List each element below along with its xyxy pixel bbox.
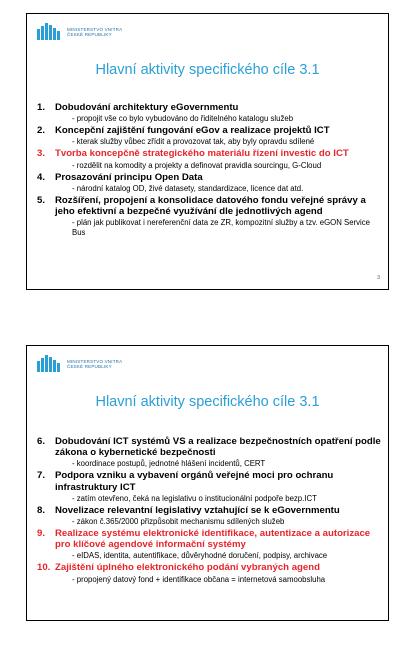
list-item bbox=[37, 148, 382, 170]
item-heading: Podpora vzniku a vybavení orgánů veřejné moci pro ochranu infrastruktury ICT bbox=[55, 470, 334, 493]
item-number: 8. bbox=[37, 504, 46, 516]
item-detail: - propojit vše co bylo vybudováno do řiditelného katalogu služeb bbox=[72, 114, 294, 124]
item-number: 6. bbox=[37, 436, 46, 447]
ministry-logo-icon bbox=[37, 355, 61, 372]
slide-title: Hlavní aktivity specifického cíle 3.1 bbox=[95, 62, 320, 78]
list-item bbox=[37, 562, 382, 584]
logo-line-2: ČESKÉ REPUBLIKY bbox=[67, 31, 112, 37]
ministry-logo bbox=[37, 23, 122, 40]
item-detail: - propojený datový fond + identifikace občana = internetová samoobsluha bbox=[72, 574, 326, 584]
item-heading: Dobudování ICT systémů VS a realizace bezpečnostních opatření podle zákona o kybernetické bezpečnosti bbox=[55, 436, 381, 459]
slide-1 bbox=[26, 13, 389, 290]
item-number: 9. bbox=[37, 528, 46, 540]
item-heading: Tvorba koncepčně strategického materiálu řízení investic do ICT bbox=[55, 148, 349, 160]
item-number: 5. bbox=[37, 194, 46, 206]
list-item bbox=[37, 470, 382, 503]
item-detail: - zatím otevřeno, čeká na legislativu o institucionální podpoře bezp.ICT bbox=[72, 493, 317, 503]
item-detail: - národní katalog OD, živé datasety, standardizace, licence dat atd. bbox=[72, 183, 304, 193]
ministry-logo-icon bbox=[37, 23, 61, 40]
slide-2 bbox=[26, 345, 389, 621]
item-detail: - koordinace postupů, jednotné hlášení incidentů, CERT bbox=[72, 459, 266, 469]
item-heading: Prosazování principu Open Data bbox=[55, 171, 203, 183]
list-item bbox=[37, 125, 382, 147]
item-detail: - eIDAS, identita, autentifikace, důvěryhodné doručení, podpisy, archivace bbox=[72, 551, 328, 561]
list-item bbox=[37, 102, 382, 124]
item-number: 2. bbox=[37, 125, 46, 137]
logo-line-1: MINISTERSTVO VNITRA bbox=[67, 26, 123, 32]
logo-line-2: ČESKÉ REPUBLIKY bbox=[67, 363, 112, 369]
list-item bbox=[37, 528, 382, 561]
activity-list bbox=[37, 436, 382, 586]
item-heading: Novelizace relevantní legislativy vztahující se k eGovernmentu bbox=[55, 504, 340, 516]
page-number: 3 bbox=[377, 275, 380, 281]
item-detail: - plán jak publikovat i nereferenční data ze ZR, kompozitní služby a tzv. eGON Service Bus bbox=[72, 218, 371, 238]
list-item bbox=[37, 195, 382, 238]
item-heading: Rozšíření, propojení a konsolidace datového fondu veřejné správy a jeho efektivní a bezpečné využívání dle jednotlivých agend bbox=[55, 194, 366, 218]
item-number: 1. bbox=[37, 102, 46, 113]
logo-line-1: MINISTERSTVO VNITRA bbox=[67, 358, 123, 364]
slide-title: Hlavní aktivity specifického cíle 3.1 bbox=[95, 394, 320, 410]
item-heading: Realizace systému elektronické identifikace, autentizace a autorizace pro klíčové agendové informační systémy bbox=[55, 528, 371, 551]
item-number: 4. bbox=[37, 171, 46, 183]
ministry-logo bbox=[37, 355, 122, 372]
list-item bbox=[37, 436, 382, 469]
list-item bbox=[37, 172, 382, 194]
item-heading: Dobudování architektury eGovernmentu bbox=[55, 102, 239, 113]
item-heading: Koncepční zajištění fungování eGov a realizace projektů ICT bbox=[55, 125, 330, 137]
item-number: 10. bbox=[37, 562, 51, 574]
item-number: 7. bbox=[37, 470, 46, 482]
list-item bbox=[37, 505, 382, 527]
item-heading: Zajištění úplného elektronického podání vybraných agend bbox=[55, 562, 320, 574]
item-detail: - kterak služby vůbec zřídit a provozovat tak, aby byly opravdu sdílené bbox=[72, 137, 315, 147]
item-detail: - zákon č.365/2000 přizpůsobit mechanismu sdílených služeb bbox=[72, 517, 285, 527]
item-number: 3. bbox=[37, 148, 46, 160]
activity-list bbox=[37, 102, 382, 239]
item-detail: - rozdělit na komodity a projekty a definovat pravidla sourcingu, G-Cloud bbox=[72, 160, 322, 170]
